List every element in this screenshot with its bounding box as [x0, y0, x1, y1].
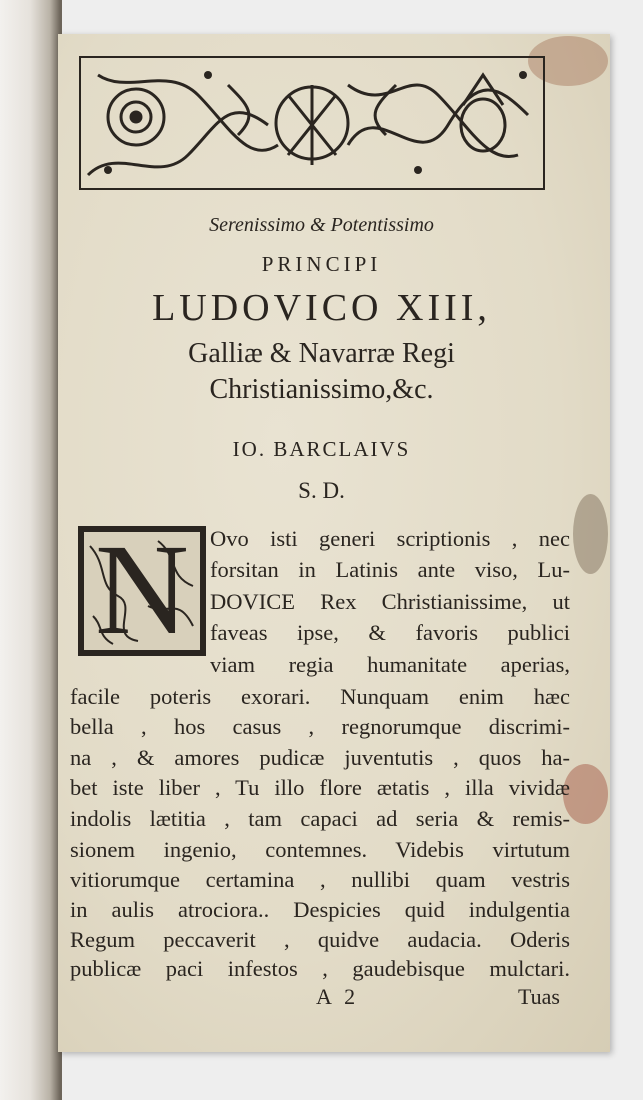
title-christianissimo: Christianissimo,&c. — [209, 374, 434, 405]
text-line: vitiorumque certamina , nullibi quam vestris — [70, 867, 570, 892]
text-line: forsitan in Latinis ante viso, Lu- — [210, 557, 570, 582]
text-line: DOVICE Rex Christianissime, ut — [210, 589, 570, 614]
dedication-line: Serenissimo & Potentissimo — [209, 214, 434, 236]
text-line: bella , hos casus , regnorumque discrimi- — [70, 714, 570, 739]
previous-page-edge — [0, 0, 62, 1100]
title-principi: PRINCIPI — [261, 252, 382, 276]
text-line: viam regia humanitate aperias, — [210, 652, 570, 677]
woodcut-headpiece-ornament — [78, 55, 546, 191]
text-line: bet iste liber , Tu illo flore ætatis , illa vividæ — [70, 775, 570, 800]
salutation: S. D. — [298, 478, 345, 503]
text-line: faveas ipse, & favoris publici — [210, 620, 570, 645]
text-line: facile poteris exorari. Nunquam enim hæc — [70, 684, 570, 709]
text-line: na , & amores pudicæ juventutis , quos ha- — [70, 745, 570, 770]
text-line: Regum peccaverit , quidve audacia. Oderis — [70, 927, 570, 952]
drop-cap-initial — [78, 518, 206, 662]
foxing-stain — [573, 494, 608, 574]
signature-mark: A 2 — [316, 984, 360, 1009]
text-line: indolis lætitia , tam capaci ad seria & remis- — [70, 806, 570, 831]
text-line: in aulis atrociora.. Despicies quid indulgentia — [70, 897, 570, 922]
text-line: Ovo isti generi scriptionis , nec — [210, 526, 570, 551]
title-galliae: Galliæ & Navarræ Regi — [188, 338, 455, 369]
text-line: sionem ingenio, contemnes. Videbis virtutum — [70, 837, 570, 862]
catchword: Tuas — [518, 984, 560, 1009]
title-ludovico: LUDOVICO XIII, — [152, 287, 491, 329]
text-line: publicæ paci infestos , gaudebisque mulctari. — [70, 956, 570, 981]
drop-cap-letter: N — [95, 518, 189, 662]
author-name: IO. BARCLAIVS — [232, 437, 411, 461]
